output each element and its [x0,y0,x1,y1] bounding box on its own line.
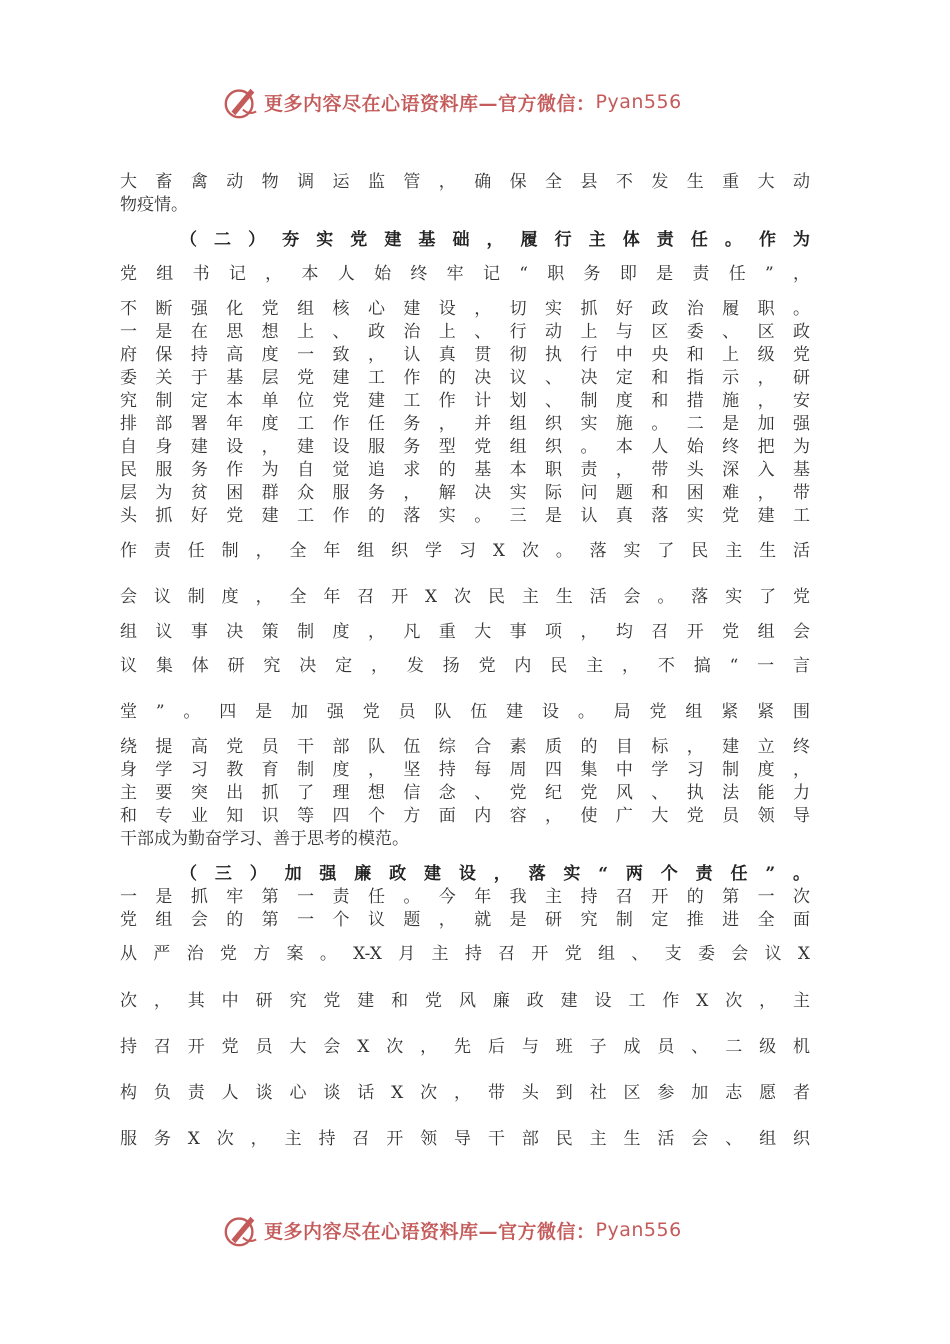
section-heading: （三）加强廉政建设，落实“两个责任”。 [180,864,810,884]
text-line: 党组会的第一个议题，就是研究制定推进全面 [120,910,810,930]
watermark-id: Pyan556 [595,1219,682,1241]
section-heading: （二）夯实党建基础，履行主体责任。作为 [180,230,810,250]
text-line: 组议事决策制度，凡重大事项，均召开党组会 [120,622,810,642]
text-line: 从严治党方案。X-X月主持召开党组、支委会议X [120,944,810,964]
watermark-footer [222,1210,682,1250]
watermark-text: 更多内容尽在心语资料库—官方微信： [264,1220,596,1243]
text-line: 民服务作为自觉追求的基本职责，带头深入基 [120,460,810,480]
text-line: 和专业知识等四个方面内容，使广大党员领导 [120,806,810,826]
text-line: 物疫情。 [120,195,188,215]
text-line: 党组书记，本人始终牢记“职务即是责任”， [120,264,810,284]
text-line: 究制定本单位党建工作计划、制度和措施，安 [120,391,810,411]
watermark-id: Pyan556 [595,91,682,113]
text-line: 委关于基层党建工作的决议、决定和指示，研 [120,368,810,388]
text-line: 构负责人谈心谈话X次，带头到社区参加志愿者 [120,1083,810,1103]
text-line: 身学习教育制度，坚持每周四集中学习制度， [120,760,810,780]
text-line: 不断强化党组核心建设，切实抓好政治履职。 [120,299,810,319]
text-line: 排部署年度工作任务，并组织实施。二是加强 [120,414,810,434]
text-line: 自身建设，建设服务型党组织。本人始终把为 [120,437,810,457]
text-line: 持召开党员大会X次，先后与班子成员、二级机 [120,1037,810,1057]
text-line: 干部成为勤奋学习、善于思考的模范。 [120,829,409,849]
text-line: 府保持高度一致，认真贯彻执行中央和上级党 [120,345,810,365]
text-line: 服务X次，主持召开领导干部民主生活会、组织 [120,1129,810,1149]
text-line: 作责任制，全年组织学习X次。落实了民主生活 [120,541,810,561]
pen-logo-icon [222,83,260,121]
text-line: 大畜禽动物调运监管，确保全县不发生重大动 [120,172,810,192]
text-line: 一是抓牢第一责任。今年我主持召开的第一次 [120,887,810,907]
text-line: 主要突出抓了理想信念、党纪党风、执法能力 [120,783,810,803]
text-line: 绕提高党员干部队伍综合素质的目标，建立终 [120,737,810,757]
pen-logo-icon [222,1211,260,1249]
text-line: 会议制度，全年召开X次民主生活会。落实了党 [120,587,810,607]
text-line: 一是在思想上、政治上、行动上与区委、区政 [120,322,810,342]
text-line: 头抓好党建工作的落实。三是认真落实党建工 [120,506,810,526]
text-line: 次，其中研究党建和党风廉政建设工作X次，主 [120,991,810,1011]
text-line: 堂”。四是加强党员队伍建设。局党组紧紧围 [120,702,810,722]
text-line: 层为贫困群众服务，解决实际问题和困难，带 [120,483,810,503]
watermark-header [222,82,682,122]
text-line: 议集体研究决定，发扬党内民主，不搞“一言 [120,656,810,676]
watermark-text: 更多内容尽在心语资料库—官方微信： [264,92,596,115]
